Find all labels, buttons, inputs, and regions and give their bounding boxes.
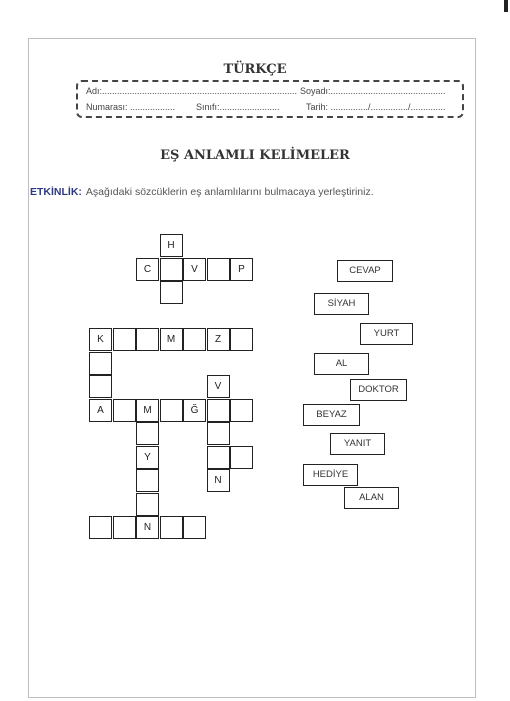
crossword-cell[interactable]: C xyxy=(136,258,159,281)
crossword-cell[interactable] xyxy=(207,446,230,469)
word-bank-item: SİYAH xyxy=(314,293,369,315)
instruction-text: Aşağıdaki sözcüklerin eş anlamlılarını bulmacaya yerleştiriniz. xyxy=(85,186,374,198)
crossword-cell[interactable] xyxy=(136,493,159,516)
word-bank-item: AL xyxy=(314,353,369,375)
crossword-cell[interactable] xyxy=(230,446,253,469)
crossword-cell[interactable]: P xyxy=(230,258,253,281)
crossword-cell[interactable] xyxy=(160,258,183,281)
number-field[interactable]: Numarası: .................. xyxy=(86,102,176,112)
crossword-cell[interactable] xyxy=(89,516,112,539)
crossword-cell[interactable]: H xyxy=(160,234,183,257)
crossword-cell[interactable]: V xyxy=(183,258,206,281)
crossword-cell[interactable] xyxy=(207,422,230,445)
crossword-cell[interactable] xyxy=(89,352,112,375)
crossword-cell[interactable]: M xyxy=(136,399,159,422)
word-bank-item: DOKTOR xyxy=(350,379,407,401)
date-field[interactable]: Tarih: .............../.............../.............. xyxy=(306,102,446,112)
word-bank-item: CEVAP xyxy=(337,260,393,282)
crossword-cell[interactable] xyxy=(136,469,159,492)
crossword-cell[interactable]: Y xyxy=(136,446,159,469)
crossword-cell[interactable]: A xyxy=(89,399,112,422)
crossword-cell[interactable] xyxy=(207,399,230,422)
crossword-cell[interactable] xyxy=(89,375,112,398)
crossword-cell[interactable]: N xyxy=(136,516,159,539)
crossword-cell[interactable] xyxy=(113,516,136,539)
crossword-cell[interactable] xyxy=(160,281,183,304)
crossword-cell[interactable]: Ğ xyxy=(183,399,206,422)
word-bank-item: BEYAZ xyxy=(303,404,360,426)
crossword-cell[interactable] xyxy=(136,328,159,351)
crossword-cell[interactable] xyxy=(113,399,136,422)
instruction-line xyxy=(30,186,374,198)
word-bank-item: HEDİYE xyxy=(303,464,358,486)
crossword-cell[interactable] xyxy=(230,399,253,422)
surname-field[interactable]: Soyadı:.............................................. xyxy=(300,86,446,96)
student-info-box xyxy=(76,80,464,118)
word-bank-item: YANIT xyxy=(330,433,385,455)
crossword-cell[interactable] xyxy=(160,399,183,422)
worksheet-heading: EŞ ANLAMLI KELİMELER xyxy=(160,148,350,163)
crossword-cell[interactable]: N xyxy=(207,469,230,492)
crossword-cell[interactable] xyxy=(113,328,136,351)
crossword-cell[interactable] xyxy=(136,422,159,445)
crossword-cell[interactable]: Z xyxy=(207,328,230,351)
subject-title: TÜRKÇE xyxy=(223,62,287,77)
word-bank-item: ALAN xyxy=(344,487,399,509)
scan-corner-mark xyxy=(504,0,508,12)
word-bank-item: YURT xyxy=(360,323,413,345)
crossword-cell[interactable]: M xyxy=(160,328,183,351)
crossword-cell[interactable] xyxy=(183,516,206,539)
crossword-cell[interactable] xyxy=(183,328,206,351)
crossword-cell[interactable]: K xyxy=(89,328,112,351)
crossword-cell[interactable]: V xyxy=(207,375,230,398)
class-field[interactable]: Sınıfı:........................ xyxy=(196,102,280,112)
crossword-cell[interactable] xyxy=(160,516,183,539)
crossword-cell[interactable] xyxy=(207,258,230,281)
crossword-cell[interactable] xyxy=(230,328,253,351)
name-field[interactable]: Adı:.............................................................................. xyxy=(86,86,298,96)
activity-label: ETKİNLİK: xyxy=(30,186,82,198)
